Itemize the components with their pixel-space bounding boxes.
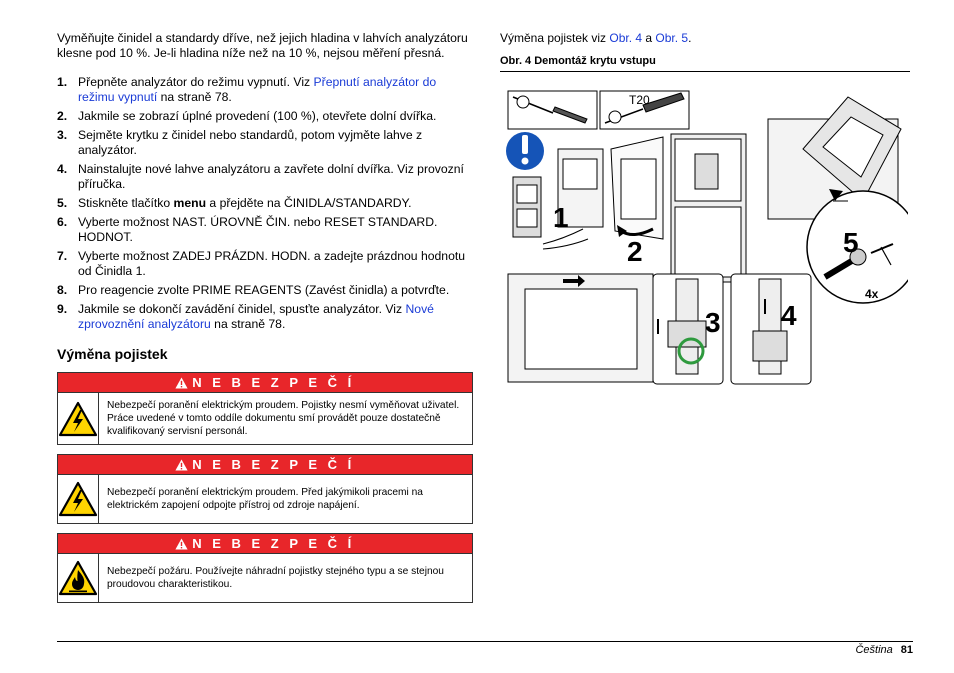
- page-footer: [855, 644, 913, 656]
- danger-label: N E B E Z P E Č Í: [192, 536, 355, 551]
- left-column: [57, 31, 472, 612]
- danger-header: [58, 455, 472, 475]
- danger-text: Nebezpečí poranění elektrickým proudem. Pojistky nesmí vyměňovat uživatel. Práce uvedené v tomto oddíle dokumentu smí provádět pouze dostatečně kvalifikovaný servisní personál.: [107, 400, 460, 437]
- figure-ref-text: Výměna pojistek viz: [500, 31, 610, 45]
- step-number: 9.: [57, 302, 68, 316]
- step-3-illustration: [508, 274, 723, 384]
- figure-ref-text: .: [688, 31, 692, 45]
- warning-triangle-icon: [175, 459, 188, 471]
- step-text: Nainstalujte nové lahve analyzátoru a zavřete dolní dvířka. Viz provozní příručka.: [78, 162, 464, 191]
- right-column: [500, 31, 910, 72]
- link-figure-5[interactable]: Obr. 5: [655, 31, 689, 45]
- step-number-2: 2: [627, 236, 643, 267]
- step-5-illustration: [768, 97, 908, 303]
- procedure-steps: [57, 75, 472, 332]
- danger-header: [58, 373, 472, 393]
- step-text: Vyberte možnost NAST. ÚROVNĚ ČIN. nebo RESET STANDARD. HODNOT.: [78, 215, 438, 244]
- step-item: [57, 249, 472, 279]
- step-number: 1.: [57, 75, 68, 89]
- step-number-3: 3: [705, 307, 721, 338]
- step-number: 8.: [57, 283, 68, 297]
- danger-notice: [57, 533, 473, 603]
- link-switch-off-mode[interactable]: Přepnutí analyzátor do režimu vypnutí: [78, 75, 437, 104]
- step-text: Pro reagencie zvolte PRIME REAGENTS (Zavést činidla) a potvrďte.: [78, 283, 450, 297]
- step-text: Jakmile se dokončí zavádění činidel, spusťte analyzátor. Viz: [78, 302, 406, 316]
- step-text: Přepněte analyzátor do režimu vypnutí. Viz: [78, 75, 314, 89]
- step-item: [57, 128, 472, 158]
- electric-shock-icon: [58, 475, 99, 523]
- danger-notice: [57, 454, 473, 524]
- link-figure-4[interactable]: Obr. 4: [609, 31, 643, 45]
- step-item: [57, 75, 472, 105]
- step-item: [57, 162, 472, 192]
- step-number: 5.: [57, 196, 68, 210]
- screw-count-label: 4x: [865, 287, 879, 301]
- menu-key-label: menu: [173, 196, 207, 210]
- figure-caption: Obr. 4 Demontáž krytu vstupu: [500, 55, 910, 72]
- footer-language: Čeština: [855, 644, 893, 656]
- attention-icon: [506, 132, 544, 170]
- intro-paragraph: Vyměňujte činidel a standardy dříve, než jejich hladina v lahvích analyzátoru klesne pod 10 %. Je-li hladina níže než na 10 %, nejsou měření přesná.: [57, 31, 468, 60]
- step-item: [57, 215, 472, 245]
- step-item: [57, 196, 472, 211]
- warning-triangle-icon: [175, 377, 188, 389]
- step-text: Vyberte možnost ZADEJ PRÁZDN. HODN. a zadejte prázdnou hodnotu od Činidla 1.: [78, 249, 466, 278]
- step-text-suffix: a přejděte na ČINIDLA/STANDARDY.: [206, 196, 412, 210]
- step-number-1: 1: [553, 202, 569, 233]
- step-item: [57, 302, 472, 332]
- step-text-suffix: na straně 78.: [210, 317, 286, 331]
- figure-ref-text: a: [642, 31, 656, 45]
- step-text: Stiskněte tlačítko: [78, 196, 174, 210]
- danger-header: [58, 534, 472, 554]
- step-text: Jakmile se zobrazí úplné provedení (100 %), otevřete dolní dvířka.: [78, 109, 437, 123]
- step-text: Sejměte krytku z činidel nebo standardů, potom vyjměte lahve z analyzátor.: [78, 128, 423, 157]
- danger-notice: [57, 372, 473, 445]
- figure-reference: [500, 31, 910, 46]
- step-item: [57, 109, 472, 124]
- danger-label: N E B E Z P E Č Í: [192, 375, 355, 390]
- input-cover-removal-illustration: [503, 89, 908, 387]
- step-4-illustration: [731, 274, 811, 384]
- step-number: 3.: [57, 128, 68, 142]
- step-number: 7.: [57, 249, 68, 263]
- danger-text: Nebezpečí poranění elektrickým proudem. Před jakýmikoli pracemi na elektrickém zapojení odpojte přístroj od zdroje napájení.: [107, 487, 423, 511]
- step-number-5: 5: [843, 227, 859, 258]
- tools-panel: [508, 91, 689, 129]
- warning-triangle-icon: [175, 538, 188, 550]
- danger-label: N E B E Z P E Č Í: [192, 457, 355, 472]
- step-number: 2.: [57, 109, 68, 123]
- step-number-4: 4: [781, 300, 797, 331]
- footer-divider: [57, 641, 913, 642]
- danger-text: Nebezpečí požáru. Používejte náhradní pojistky stejného typu a se stejnou proudovou charakteristikou.: [107, 566, 444, 590]
- section-title: Výměna pojistek: [57, 346, 168, 362]
- step-item: [57, 283, 472, 298]
- page-number: 81: [900, 644, 913, 656]
- step-text-suffix: na straně 78.: [157, 90, 232, 104]
- step-number: 6.: [57, 215, 68, 229]
- fire-hazard-icon: [58, 554, 99, 602]
- link-restart-analyzer[interactable]: Nové zprovoznění analyzátoru: [78, 302, 434, 331]
- step-number: 4.: [57, 162, 68, 176]
- tool-label: T20: [629, 93, 650, 107]
- electric-shock-icon: [58, 393, 99, 444]
